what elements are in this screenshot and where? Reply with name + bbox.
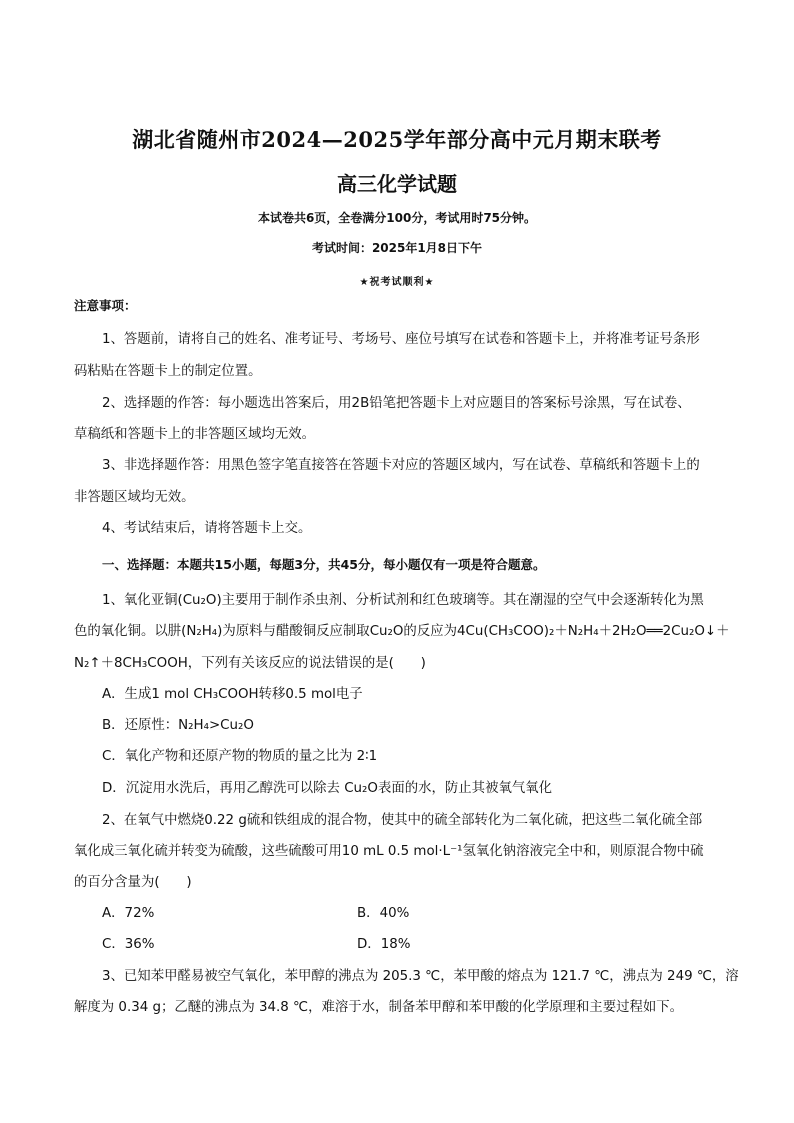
notice-item-2-line-1: 2、选择题的作答：每小题选出答案后，用2B铅笔把答题卡上对应题目的答案标号涂黑，写在试卷、 — [102, 396, 691, 411]
q2-option-b: B．40% — [357, 906, 410, 921]
q2-option-c: C．36% — [102, 937, 155, 952]
notice-item-3-line-2: 非答题区域均无效。 — [74, 490, 195, 505]
q2-line-1: 2、在氧气中燃烧0.22 g硫和铁组成的混合物，使其中的硫全部转化为二氧化硫，把这些二氧化硫全部 — [102, 813, 703, 828]
q2-line-3: 的百分含量为( ) — [74, 875, 192, 890]
notice-item-2-line-2: 草稿纸和答题卡上的非答题区域均无效。 — [74, 427, 316, 442]
exam-info-line: 本试卷共6页，全卷满分100分，考试用时75分钟。 — [257, 211, 537, 225]
q3-line-1: 3、已知苯甲醛易被空气氧化，苯甲醇的沸点为 205.3 ℃，苯甲酸的熔点为 121.7 ℃，沸点为 249 ℃，溶 — [102, 969, 739, 984]
notice-heading: 注意事项： — [74, 298, 137, 313]
section-1-heading: 一、选择题：本题共15小题，每题3分，共45分，每小题仅有一项是符合题意。 — [102, 557, 546, 572]
q1-option-d: D．沉淀用水洗后，再用乙醇洗可以除去 Cu₂O表面的水，防止其被氧气氧化 — [102, 781, 553, 796]
q1-line-1: 1、氧化亚铜(Cu₂O)主要用于制作杀虫剂、分析试剂和红色玻璃等。其在潮湿的空气中会逐渐转化为黑 — [102, 593, 704, 608]
notice-item-4: 4、考试结束后，请将答题卡上交。 — [102, 521, 312, 536]
q1-option-a: A．生成1 mol CH₃COOH转移0.5 mol电子 — [102, 687, 363, 702]
q2-option-a: A．72% — [102, 906, 155, 921]
q3-line-2: 解度为 0.34 g；乙醚的沸点为 34.8 ℃，难溶于水，制备苯甲醇和苯甲酸的化学原理和主要过程如下。 — [74, 1000, 684, 1015]
q1-option-b: B．还原性：N₂H₄>Cu₂O — [102, 718, 254, 733]
q2-option-d: D．18% — [357, 937, 411, 952]
notice-item-3-line-1: 3、非选择题作答：用黑色签字笔直接答在答题卡对应的答题区域内，写在试卷、草稿纸和答题卡上的 — [102, 458, 700, 473]
exam-title: 湖北省随州市2024—2025学年部分高中元月期末联考 — [132, 127, 662, 152]
exam-subtitle: 高三化学试题 — [337, 172, 457, 196]
q1-line-3: N₂↑＋8CH₃COOH，下列有关该反应的说法错误的是( ) — [74, 656, 426, 671]
q1-line-2: 色的氧化铜。以肼(N₂H₄)为原料与醋酸铜反应制取Cu₂O的反应为4Cu(CH₃COO)₂＋N₂H₄＋2H₂O══2Cu₂O↓＋ — [74, 624, 730, 639]
q2-line-2: 氧化成三氧化硫并转变为硫酸，这些硫酸可用10 mL 0.5 mol·L⁻¹氢氧化钠溶液完全中和，则原混合物中硫 — [74, 844, 704, 859]
good-luck-line: ★祝考试顺利★ — [359, 277, 435, 288]
notice-item-1-line-1: 1、答题前，请将自己的姓名、准考证号、考场号、座位号填写在试卷和答题卡上，并将准考证号条形 — [102, 332, 700, 347]
exam-time: 考试时间：2025年1月8日下午 — [311, 241, 483, 255]
notice-item-1-line-2: 码粘贴在答题卡上的制定位置。 — [74, 364, 262, 379]
q1-option-c: C．氧化产物和还原产物的物质的量之比为 2∶1 — [102, 749, 378, 764]
